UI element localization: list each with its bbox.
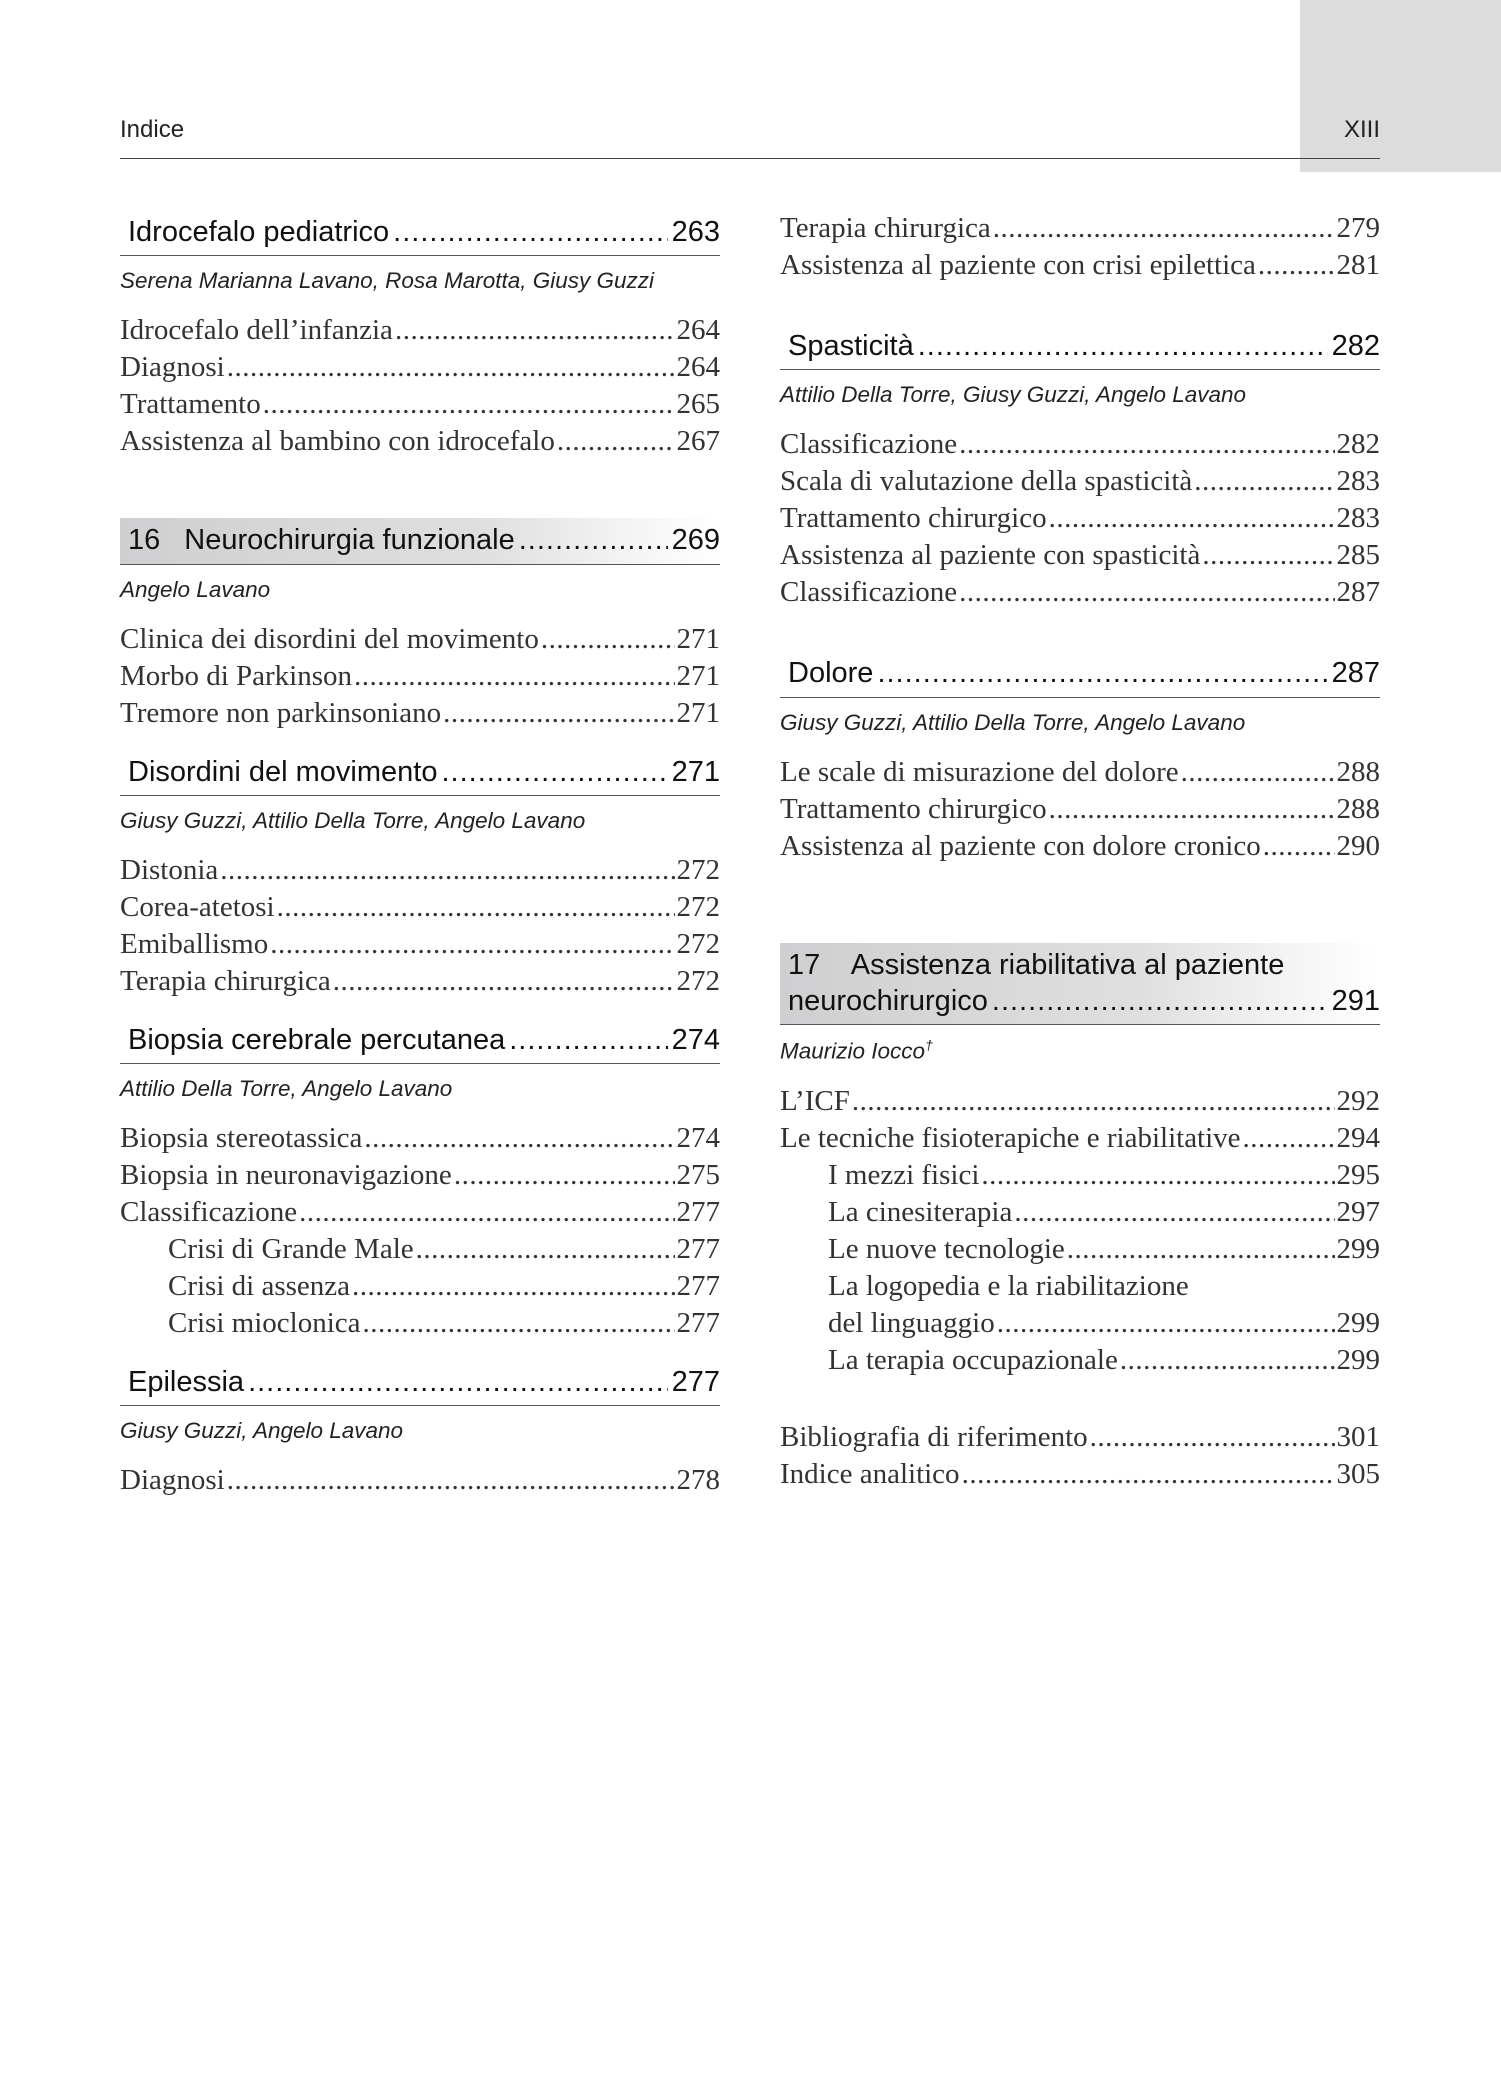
entry-label: La logopedia e la riabilitazione [828,1269,1189,1302]
entry-label: Classificazione [780,428,958,461]
dot-leader [443,695,674,732]
dot-leader [1181,754,1335,791]
section-title: Dolore [788,657,874,690]
entry-page: 277 [676,1233,720,1265]
dot-leader [220,852,674,889]
entry-label: Assistenza al paziente con spasticità [780,539,1201,572]
dot-leader [1049,791,1335,828]
section-page: 282 [1331,330,1380,362]
dot-leader [227,1462,675,1499]
entry-page: 301 [1336,1420,1380,1453]
entry-label: Crisi mioclonica [168,1307,361,1339]
entry-label: Crisi di Grande Male [168,1233,414,1265]
dot-leader [541,621,675,658]
chapter-page: 291 [1331,984,1380,1017]
entry-label: Classificazione [780,576,958,609]
entry-page: 283 [1336,465,1380,498]
entry-page: 272 [676,853,720,886]
section-heading[interactable] [120,1360,720,1406]
entry-label: Diagnosi [120,351,225,384]
section-heading[interactable] [120,1018,720,1064]
toc-entry[interactable] [780,574,1380,611]
entry-page: 279 [1336,212,1380,244]
toc-subentry[interactable] [780,1268,1380,1305]
dot-leader [981,1157,1334,1194]
section-title: Spasticità [788,330,914,362]
entry-page: 264 [676,351,720,384]
entry-label: Diagnosi [120,1464,225,1497]
entry-label: Indice analitico [780,1457,960,1490]
section-title: Disordini del movimento [128,755,438,788]
entry-label: Corea-atetosi [120,890,275,923]
dot-leader [519,522,668,558]
toc-entry[interactable] [780,210,1380,247]
toc-subentry[interactable] [780,1194,1380,1231]
section-authors: Giusy Guzzi, Angelo Lavano [120,1418,404,1444]
running-head-page-number: XIII [1343,116,1380,143]
toc-entry[interactable] [780,537,1380,574]
section-heading[interactable] [120,210,720,256]
chapter-heading[interactable] [120,518,720,564]
dot-leader [1067,1231,1335,1268]
entry-page: 294 [1336,1121,1380,1154]
toc-entry[interactable] [780,1120,1380,1157]
entry-page: 271 [676,696,720,729]
entry-label: L’ICF [780,1084,850,1117]
dot-leader [277,889,675,926]
dot-leader [1258,247,1335,284]
dot-leader [1090,1419,1335,1456]
entry-page: 271 [676,622,720,655]
entry-page: 264 [676,314,720,347]
toc-entry[interactable] [780,791,1380,828]
dot-leader [352,1268,674,1305]
entry-label: del linguaggio [828,1306,995,1339]
toc-subentry[interactable] [120,1231,720,1268]
section-authors: Attilio Della Torre, Giusy Guzzi, Angelo Lavano [780,382,1247,408]
toc-entry[interactable] [120,1462,720,1499]
section-page: 277 [671,1366,720,1398]
toc-entry[interactable] [120,889,720,926]
entry-page: 290 [1336,829,1380,862]
running-head-title: Indice [120,116,185,143]
entry-page: 299 [1336,1232,1380,1265]
entry-label: Assistenza al bambino con idrocefalo [120,425,555,458]
dot-leader [997,1305,1335,1342]
dot-leader [454,1157,675,1194]
toc-right-column [780,210,1380,1493]
toc-entry[interactable] [120,312,720,349]
entry-label: Trattamento [120,388,261,421]
chapter-title-line1 [788,947,1380,983]
toc-entry[interactable] [120,658,720,695]
toc-entry[interactable] [780,828,1380,865]
author-name: Maurizio Iocco [780,1038,926,1064]
entry-label: Le scale di misurazione del dolore [780,755,1179,788]
section-authors: Attilio Della Torre, Angelo Lavano [120,1076,453,1101]
toc-entry[interactable] [120,621,720,658]
section-heading[interactable] [780,324,1380,370]
entry-label: Biopsia in neuronavigazione [120,1159,452,1191]
toc-entry[interactable] [780,463,1380,500]
dot-leader [959,574,1334,611]
entry-page: 275 [676,1159,720,1191]
toc-entry[interactable] [120,926,720,963]
entry-page: 277 [676,1307,720,1339]
entry-page: 272 [676,964,720,997]
toc-entry[interactable] [780,247,1380,284]
entry-page: 277 [676,1270,720,1302]
entry-page: 292 [1336,1084,1380,1117]
entry-page: 281 [1336,249,1380,281]
chapter-title: Neurochirurgia funzionale [184,524,515,557]
entry-page: 282 [1336,428,1380,461]
section-title: Biopsia cerebrale percutanea [128,1023,506,1056]
entry-page: 299 [1336,1306,1380,1339]
dot-leader [364,1120,674,1157]
chapter-authors [780,1037,1380,1065]
toc-entry[interactable] [120,386,720,423]
dot-leader [1194,463,1334,500]
dot-leader [354,658,675,695]
dot-leader [1049,500,1335,537]
dot-leader [852,1083,1335,1120]
toc-entry[interactable] [120,695,720,732]
entry-label: Clinica dei disordini del movimento [120,622,539,655]
entry-page: 272 [676,890,720,923]
dot-leader [959,426,1334,463]
entry-label: Assistenza al paziente con dolore cronico [780,829,1261,862]
toc-entry[interactable] [120,1194,720,1231]
dot-leader [557,423,675,460]
entry-page: 288 [1336,792,1380,825]
section-heading[interactable] [120,750,720,796]
entry-label: Le nuove tecnologie [828,1232,1065,1265]
entry-label: Morbo di Parkinson [120,659,352,692]
dot-leader [395,312,675,349]
entry-label: Tremore non parkinsoniano [120,696,442,729]
section-page: 271 [671,755,720,788]
section-page: 263 [671,216,720,248]
dot-leader [992,983,1328,1019]
entry-page: 283 [1336,502,1380,535]
toc-entry[interactable] [120,852,720,889]
entry-label: La cinesiterapia [828,1195,1013,1228]
section-authors: Giusy Guzzi, Attilio Della Torre, Angelo Lavano [780,709,1246,735]
entry-page: 278 [676,1464,720,1497]
section-title: Idrocefalo pediatrico [128,216,390,248]
dot-leader [962,1456,1335,1493]
section-authors: Giusy Guzzi, Attilio Della Torre, Angelo Lavano [120,807,586,833]
toc-entry[interactable] [780,1083,1380,1120]
entry-page: 287 [1336,576,1380,609]
toc-entry[interactable] [780,500,1380,537]
section-heading[interactable] [780,651,1380,697]
entry-label: Scala di valutazione della spasticità [780,465,1193,498]
entry-page: 265 [676,388,720,421]
dot-leader [416,1231,675,1268]
entry-label: Idrocefalo dell’infanzia [120,314,393,347]
toc-entry[interactable] [120,349,720,386]
entry-page: 274 [676,1122,720,1154]
entry-label: Terapia chirurgica [780,212,991,244]
entry-page: 305 [1336,1457,1380,1490]
entry-label: Distonia [120,853,219,886]
dot-leader [441,754,667,790]
toc-subentry[interactable] [780,1157,1380,1194]
dot-leader [1243,1120,1335,1157]
chapter-title-line2 [788,983,1380,1019]
section-title: Epilessia [128,1366,245,1398]
entry-label: Bibliografia di riferimento [780,1420,1088,1453]
entry-page: 299 [1336,1343,1380,1376]
dot-leader [877,655,1327,691]
dot-leader [1120,1342,1335,1379]
toc-entry[interactable] [780,754,1380,791]
chapter-page: 269 [671,524,720,557]
entry-label: Le tecniche fisioterapiche e riabilitative [780,1121,1241,1154]
dot-leader [1202,537,1334,574]
entry-label: Trattamento chirurgico [780,792,1047,825]
toc-entry[interactable] [120,1157,720,1194]
entry-label: Crisi di assenza [168,1270,351,1302]
chapter-authors: Angelo Lavano [120,576,271,602]
entry-label: Emiballismo [120,927,269,960]
dot-leader [270,926,674,963]
toc-subentry[interactable] [780,1231,1380,1268]
toc-subentry[interactable] [120,1305,720,1342]
toc-entry[interactable] [780,1419,1380,1456]
dot-leader [1263,828,1335,865]
dot-leader [248,1364,668,1400]
toc-left-column [120,210,720,1499]
toc-entry[interactable] [780,1456,1380,1493]
entry-page: 271 [676,659,720,692]
chapter-title: Assistenza riabilitativa al paziente [850,948,1285,981]
entry-page: 267 [676,425,720,458]
dot-leader [1014,1194,1334,1231]
entry-label: Assistenza al paziente con crisi epilettica [780,249,1256,281]
entry-page: 272 [676,927,720,960]
entry-label: Trattamento chirurgico [780,502,1047,535]
dot-leader [363,1305,675,1342]
entry-page: 277 [676,1196,720,1228]
entry-page: 295 [1336,1158,1380,1191]
entry-label: La terapia occupazionale [828,1343,1118,1376]
dot-leader [993,210,1335,247]
chapter-heading[interactable] [780,943,1380,1026]
toc-entry[interactable] [120,423,720,460]
toc-subentry[interactable] [780,1305,1380,1342]
deceased-mark: † [925,1037,933,1053]
entry-label: Biopsia stereotassica [120,1122,363,1154]
running-head [120,112,1380,159]
toc-subentry[interactable] [120,1268,720,1305]
entry-page: 285 [1336,539,1380,572]
entry-label: Terapia chirurgica [120,964,331,997]
chapter-number: 17 [788,948,821,981]
dot-leader [227,349,675,386]
dot-leader [918,328,1328,364]
entry-label: Classificazione [120,1196,298,1228]
section-page: 274 [671,1023,720,1056]
dot-leader [299,1194,674,1231]
entry-label: I mezzi fisici [828,1158,980,1191]
entry-page: 297 [1336,1195,1380,1228]
chapter-title-continued: neurochirurgico [788,984,988,1017]
dot-leader [263,386,675,423]
toc-entry[interactable] [120,1120,720,1157]
dot-leader [333,963,675,1000]
dot-leader [393,214,667,250]
toc-entry[interactable] [780,426,1380,463]
section-page: 287 [1331,657,1380,690]
chapter-number: 16 [128,524,161,557]
toc-entry[interactable] [120,963,720,1000]
dot-leader [509,1022,667,1058]
entry-page: 288 [1336,755,1380,788]
toc-subentry[interactable] [780,1342,1380,1379]
section-authors: Serena Marianna Lavano, Rosa Marotta, Giusy Guzzi [120,268,655,294]
